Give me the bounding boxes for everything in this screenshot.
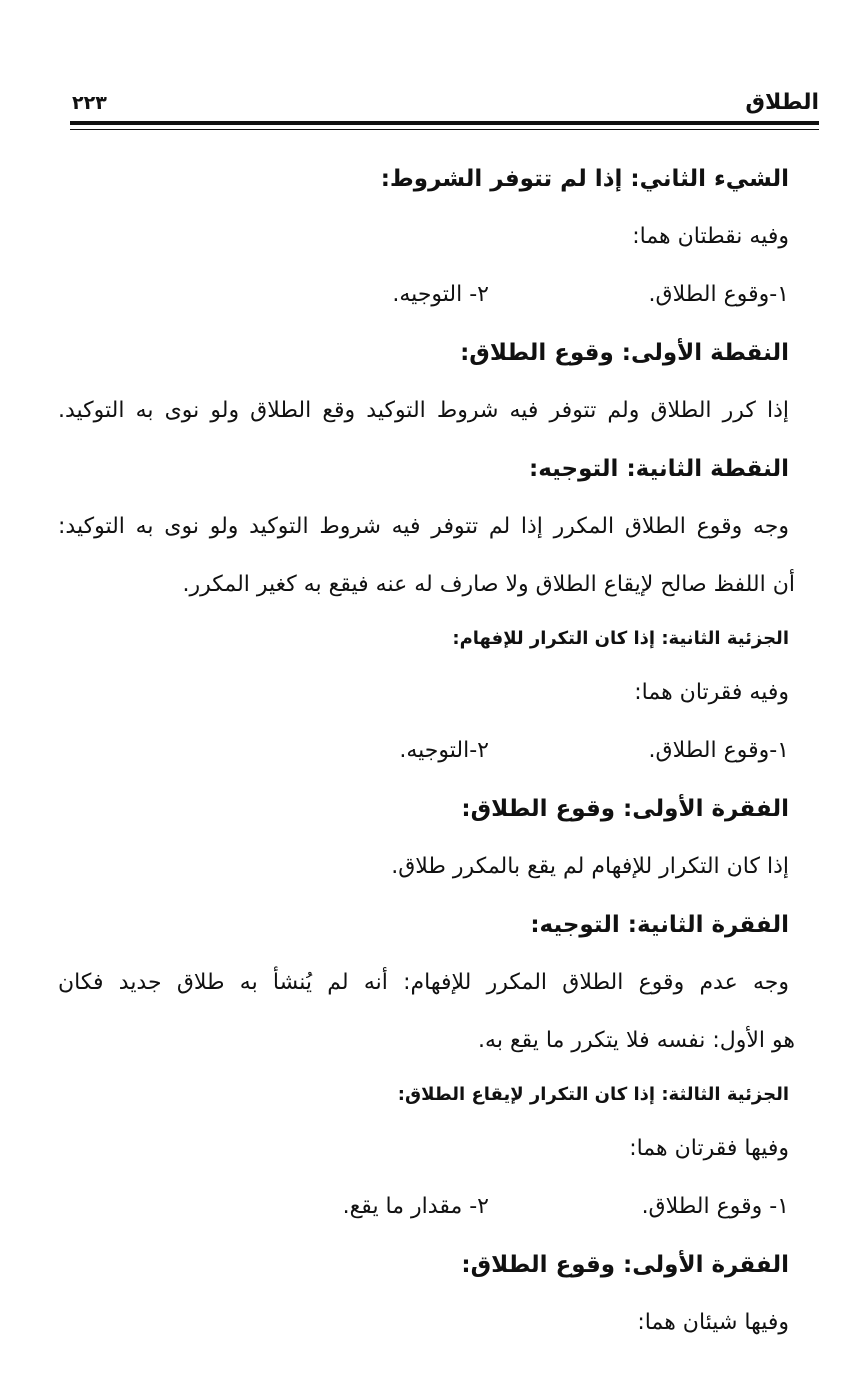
section-heading: الفقرة الأولى: وقوع الطلاق: <box>461 796 789 822</box>
page-body <box>58 150 795 1352</box>
section-heading: الفقرة الأولى: وقوع الطلاق: <box>461 1252 789 1278</box>
paragraph-line: وفيه نقطتان هما: <box>632 224 789 249</box>
subsection-heading: الجزئية الثالثة: إذا كان التكرار لإيقاع الطلاق: <box>397 1084 789 1105</box>
paragraph-line: وجه وقوع الطلاق المكرر إذا لم تتوفر فيه شروط التوكيد ولو نوى به التوكيد: <box>58 514 789 539</box>
subsection-heading: الجزئية الثانية: إذا كان التكرار للإفهام: <box>452 628 789 649</box>
paragraph-line: إذا كرر الطلاق ولم تتوفر فيه شروط التوكيد وقع الطلاق ولو نوى به التوكيد. <box>58 398 789 423</box>
point-item: ١-وقوع الطلاق. <box>648 282 789 307</box>
section-heading: الشيء الثاني: إذا لم تتوفر الشروط: <box>380 166 789 192</box>
page-number: ٢٢٣ <box>72 92 107 114</box>
point-item: ٢- مقدار ما يقع. <box>342 1194 489 1219</box>
header-title: الطلاق <box>745 90 819 115</box>
section-heading: النقطة الثانية: التوجيه: <box>529 456 789 482</box>
point-item: ١-وقوع الطلاق. <box>648 738 789 763</box>
point-item: ٢-التوجيه. <box>399 738 489 763</box>
paragraph-line: وفيها فقرتان هما: <box>629 1136 789 1161</box>
section-heading: الفقرة الثانية: التوجيه: <box>530 912 789 938</box>
enumerated-points <box>62 1178 789 1236</box>
paragraph-line: وفيها شيئان هما: <box>637 1310 789 1335</box>
enumerated-points <box>62 266 789 324</box>
header-rule-thin <box>70 129 819 130</box>
enumerated-points <box>62 722 789 780</box>
header-rule-thick <box>70 121 819 125</box>
section-heading: النقطة الأولى: وقوع الطلاق: <box>460 340 789 366</box>
point-item: ٢- التوجيه. <box>392 282 489 307</box>
paragraph-line: وجه عدم وقوع الطلاق المكرر للإفهام: أنه لم يُنشأ به طلاق جديد فكان <box>58 970 789 995</box>
paragraph-line: هو الأول: نفسه فلا يتكرر ما يقع به. <box>478 1028 795 1053</box>
point-item: ١- وقوع الطلاق. <box>641 1194 789 1219</box>
paragraph-line: إذا كان التكرار للإفهام لم يقع بالمكرر طلاق. <box>391 854 789 879</box>
paragraph-line: وفيه فقرتان هما: <box>634 680 789 705</box>
paragraph-line: أن اللفظ صالح لإيقاع الطلاق ولا صارف له عنه فيقع به كغير المكرر. <box>182 572 795 597</box>
running-header <box>70 86 819 126</box>
